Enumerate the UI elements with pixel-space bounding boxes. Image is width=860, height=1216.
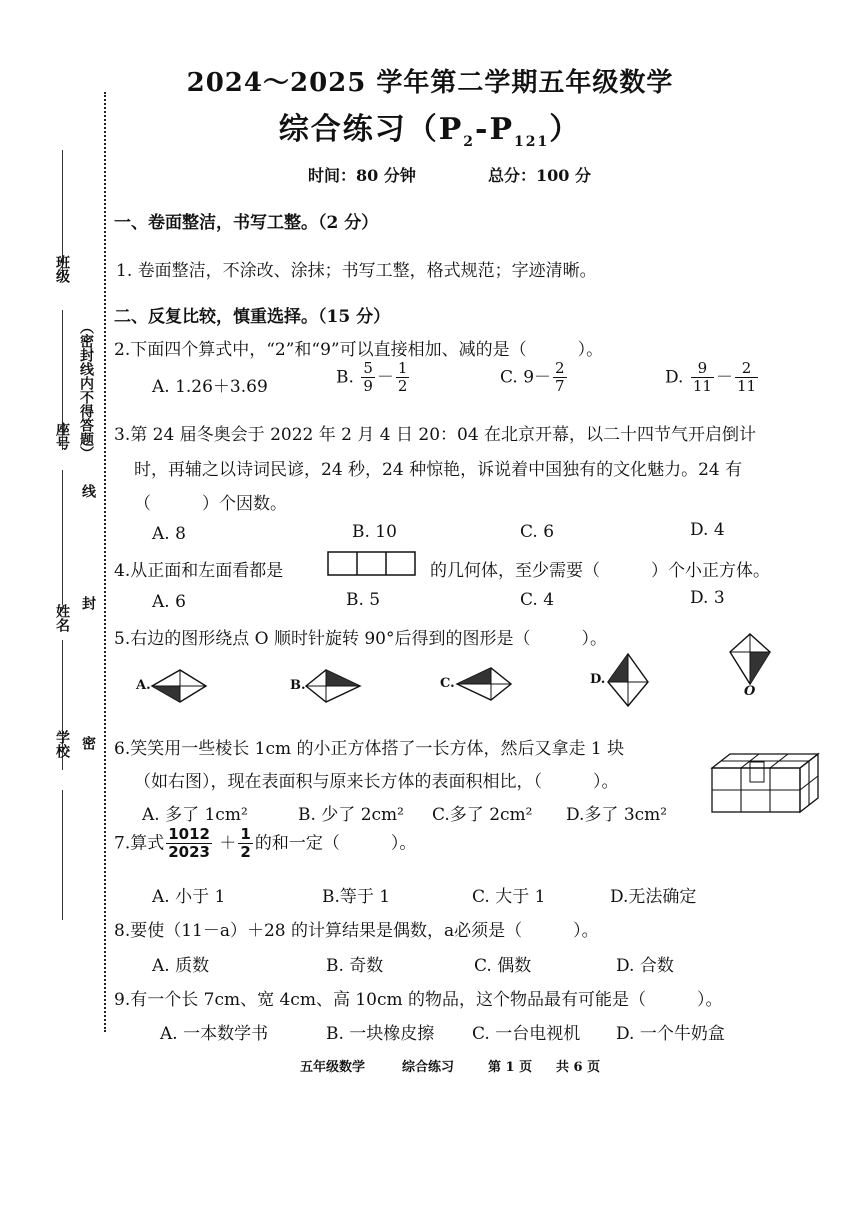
q7-option-c: C. 大于 1 — [472, 887, 546, 907]
q7-num1: 1012 — [168, 825, 210, 843]
q4-option-d: D. 3 — [690, 588, 725, 608]
q5-option-b-figure — [304, 668, 364, 704]
q7-option-b: B.等于 1 — [322, 887, 391, 907]
q2-d-frac1 — [691, 360, 714, 396]
q8-option-c: C. 偶数 — [474, 956, 532, 976]
exam-title: 2024～2025 学年第二学期五年级数学 — [186, 68, 674, 98]
q2-c-den: 7 — [555, 377, 565, 396]
name-label: 姓名 — [54, 604, 70, 632]
q3-option-a: A. 8 — [152, 524, 186, 544]
subtitle-main: 综合练习（P — [278, 112, 464, 147]
subtitle-end: ） — [549, 112, 582, 147]
q2-d-den2: 11 — [736, 377, 757, 396]
q2-d-num1: 9 — [691, 360, 714, 378]
name-blank-line — [62, 470, 63, 605]
q2-option-c — [500, 360, 569, 396]
question-4-after: 的几何体，至少需要（ ）个小正方体。 — [430, 561, 770, 581]
q9-option-a: A. 一本数学书 — [160, 1024, 269, 1044]
q5-option-b-label: B. — [290, 678, 306, 693]
q5-option-d-figure — [606, 652, 650, 708]
q9-option-b: B. 一块橡皮擦 — [326, 1024, 435, 1044]
q2-d-frac2 — [735, 360, 758, 396]
q6-option-d: D.多了 3cm² — [566, 805, 668, 825]
question-9-stem: 9.有一个长 7cm、宽 4cm、高 10cm 的物品，这个物品最有可能是（ ）。 — [114, 990, 723, 1010]
seal-note: （密封线内不得答题） — [78, 320, 94, 460]
extra-blank-line — [62, 790, 63, 920]
q6-cuboid-figure — [710, 748, 822, 816]
q6-option-a: A. 多了 1cm² — [142, 805, 248, 825]
q7-option-d: D.无法确定 — [610, 887, 697, 907]
q2-c-num: 2 — [555, 359, 565, 377]
three-squares-figure — [327, 551, 417, 577]
question-8-stem: 8.要使（11－a）＋28 的计算结果是偶数，a必须是（ ）。 — [114, 921, 599, 941]
section1-heading: 一、卷面整洁，书写工整。（2 分） — [114, 213, 379, 233]
footer-subject: 五年级数学 — [300, 1060, 366, 1075]
exam-total: 总分：100 分 — [488, 166, 591, 185]
q4-option-a: A. 6 — [152, 592, 186, 612]
q2-option-d — [665, 360, 760, 396]
subtitle-sub1: 2 — [463, 134, 476, 150]
footer-exam: 综合练习 — [402, 1060, 455, 1075]
q5-option-d-label: D. — [590, 672, 606, 687]
question-2-stem: 2.下面四个算式中，“2”和“9”可以直接相加、减的是（ ）。 — [114, 340, 604, 360]
q3-option-c: C. 6 — [520, 522, 555, 542]
seat-label: 座号 — [54, 422, 70, 450]
q2-b-label: B. — [336, 367, 354, 388]
exam-subtitle — [0, 104, 860, 150]
q2-c-label: C. 9－ — [500, 367, 552, 388]
q9-option-d: D. 一个牛奶盒 — [616, 1024, 725, 1044]
q7-label: 7.算式 — [114, 833, 165, 854]
seal-line-char: 线 — [80, 484, 96, 498]
q7-op: ＋ — [219, 833, 237, 854]
q6-option-c: C.多了 2cm² — [432, 805, 533, 825]
q5-reference-figure — [728, 632, 772, 688]
question-1: 1. 卷面整洁，不涂改、涂抹；书写工整，格式规范；字迹清晰。 — [116, 261, 597, 281]
seal-seal-char: 封 — [80, 596, 96, 610]
q2-option-a: A. 1.26＋3.69 — [152, 377, 268, 397]
q3-option-b: B. 10 — [352, 522, 397, 542]
q7-num2: 1 — [240, 825, 251, 843]
q6-option-b: B. 少了 2cm² — [298, 805, 404, 825]
footer-total-pages: 共 6 页 — [556, 1060, 601, 1075]
q7-den2: 2 — [240, 843, 251, 862]
q2-d-op: － — [715, 367, 733, 388]
q2-b-num1: 5 — [363, 359, 373, 377]
q2-d-label: D. — [665, 367, 684, 388]
q5-option-a-figure — [150, 668, 210, 704]
q2-b-den2: 2 — [397, 377, 408, 396]
q2-option-b — [336, 360, 411, 396]
q2-b-frac1 — [361, 360, 375, 396]
question-6-line1: 6.笑笑用一些棱长 1cm 的小正方体搭了一长方体，然后又拿走 1 块 — [114, 739, 625, 759]
q8-option-a: A. 质数 — [152, 956, 210, 976]
q2-d-num2: 2 — [735, 360, 758, 378]
q2-d-den1: 11 — [692, 377, 712, 396]
q3-option-d: D. 4 — [690, 520, 725, 540]
class-label: 班级 — [54, 255, 70, 283]
q2-b-den1: 9 — [363, 377, 373, 396]
question-7 — [114, 826, 416, 862]
q7-option-a: A. 小于 1 — [152, 887, 226, 907]
subtitle-sub2: 121 — [514, 134, 550, 150]
q2-c-frac — [553, 360, 567, 396]
section2-heading: 二、反复比较，慎重选择。（15 分） — [114, 307, 391, 327]
question-4-before: 4.从正面和左面看都是 — [114, 561, 284, 581]
q9-option-c: C. 一台电视机 — [472, 1024, 581, 1044]
question-5-stem: 5.右边的图形绕点 O 顺时针旋转 90°后得到的图形是（ ）。 — [114, 629, 607, 649]
footer-page: 第 1 页 — [488, 1060, 533, 1075]
seal-secret-char: 密 — [80, 736, 96, 750]
subtitle-dash: -P — [475, 112, 515, 147]
q2-b-frac2 — [396, 360, 410, 396]
q8-option-b: B. 奇数 — [326, 956, 384, 976]
q7-frac2 — [238, 826, 252, 862]
school-label: 学校 — [54, 730, 70, 758]
q5-option-c-figure — [455, 666, 515, 702]
seal-dotted-line — [104, 92, 106, 1032]
q7-den1: 2023 — [168, 843, 210, 862]
question-3-line2: 时，再辅之以诗词民谚，24 秒，24 种惊艳，诉说着中国独有的文化魅力。24 有 — [134, 460, 743, 480]
q8-option-d: D. 合数 — [616, 956, 674, 976]
question-3-line3: （ ）个因数。 — [134, 494, 287, 514]
q5-option-c-label: C. — [440, 676, 455, 691]
exam-time: 时间：80 分钟 — [308, 166, 416, 185]
q7-tail: 的和一定（ ）。 — [254, 833, 417, 854]
q2-b-num2: 1 — [397, 359, 408, 377]
question-3-line1: 3.第 24 届冬奥会于 2022 年 2 月 4 日 20：04 在北京开幕，以二十四节气开启倒计 — [114, 425, 757, 445]
q7-frac1 — [166, 826, 212, 862]
q5-point-o: O — [744, 684, 756, 699]
q2-b-op: － — [376, 367, 394, 388]
q4-option-b: B. 5 — [346, 590, 381, 610]
q4-option-c: C. 4 — [520, 590, 555, 610]
q5-option-a-label: A. — [136, 678, 151, 693]
question-6-line2: （如右图），现在表面积与原来长方体的表面积相比，（ ）。 — [134, 772, 619, 792]
